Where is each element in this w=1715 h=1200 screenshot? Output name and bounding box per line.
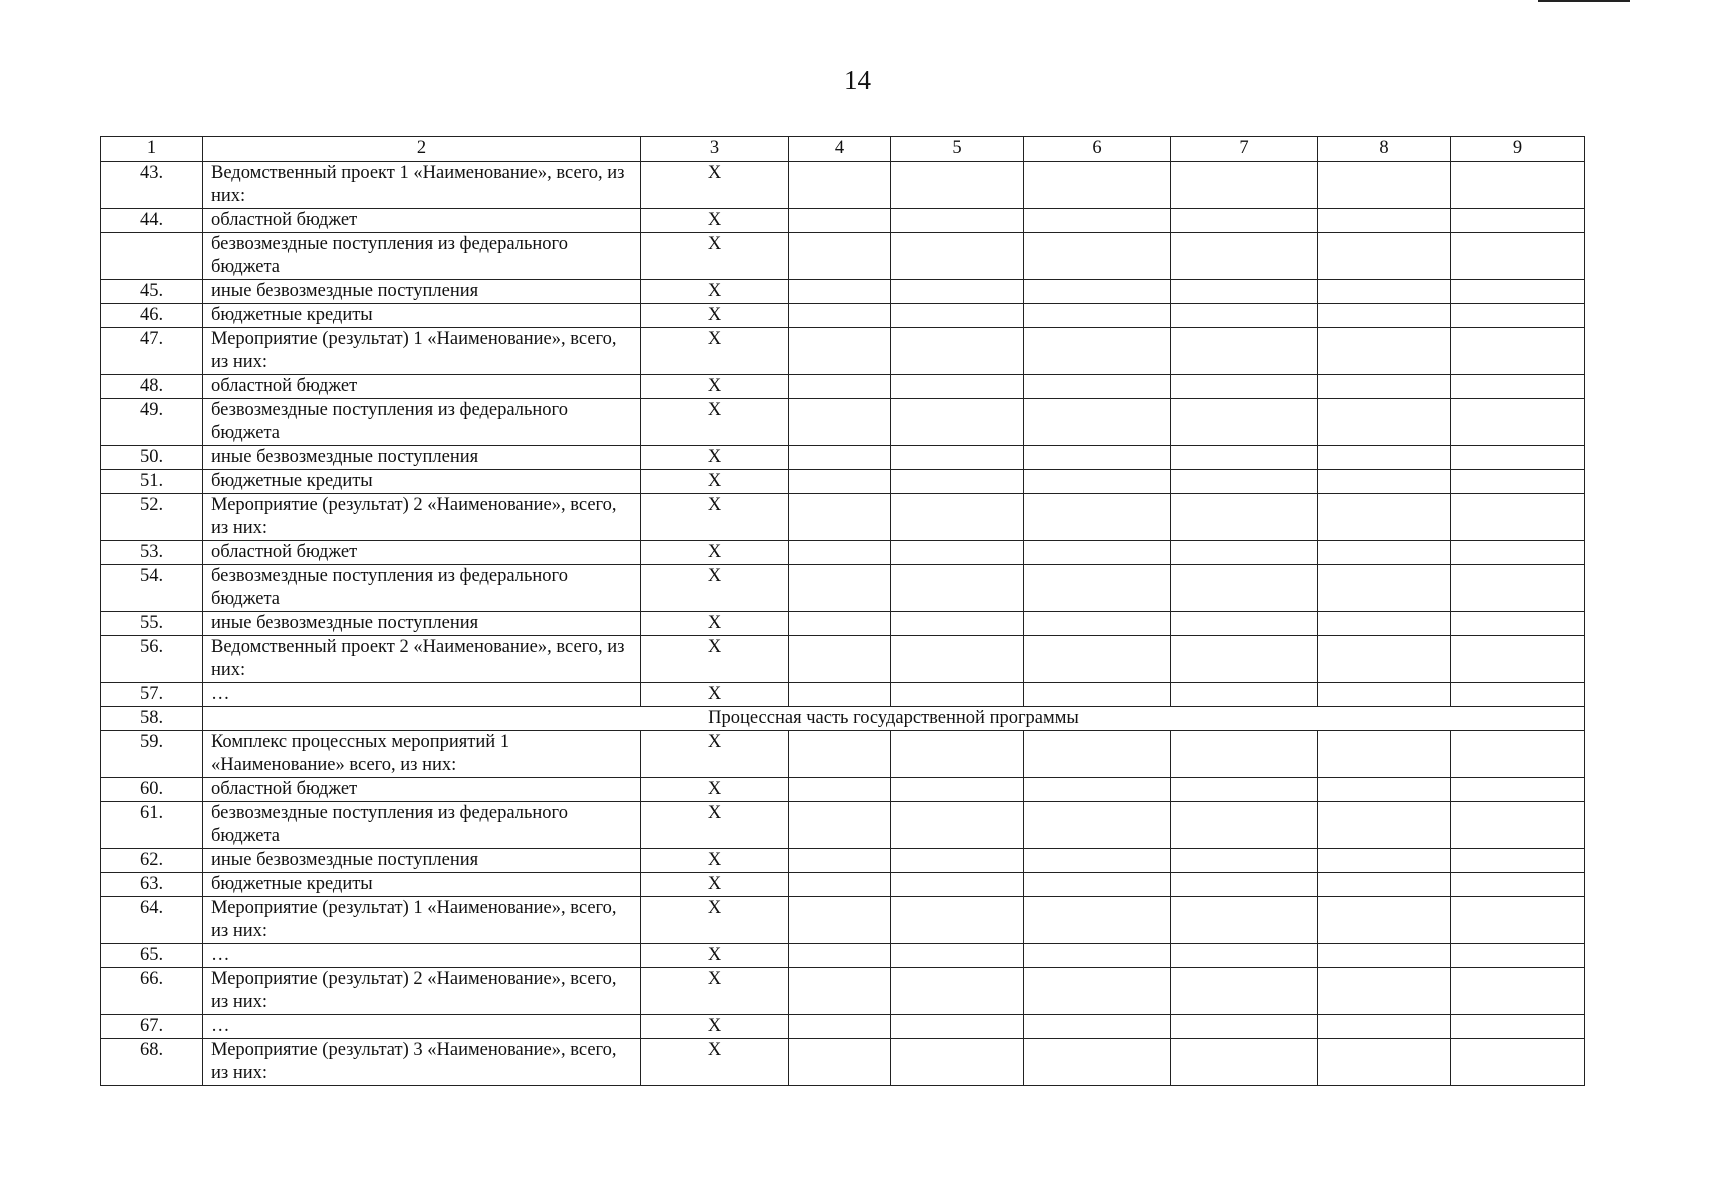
empty-value-cell [1451,304,1585,328]
empty-value-cell [789,541,891,565]
empty-value-cell [1024,683,1171,707]
empty-value-cell [789,470,891,494]
empty-value-cell [891,897,1024,944]
empty-value-cell [1024,162,1171,209]
empty-value-cell [891,541,1024,565]
row-number-cell: 56. [101,636,203,683]
empty-value-cell [789,280,891,304]
empty-value-cell [789,209,891,233]
column-header: 1 [101,137,203,162]
table-row [101,494,1585,541]
empty-value-cell [789,944,891,968]
row-name-cell: Мероприятие (результат) 1 «Наименование», всего, из них: [203,328,641,375]
empty-value-cell [789,731,891,778]
empty-value-cell [891,968,1024,1015]
empty-value-cell [1024,731,1171,778]
empty-value-cell [1318,778,1451,802]
row-name-cell: бюджетные кредиты [203,873,641,897]
empty-value-cell [1318,494,1451,541]
row-number-cell: 66. [101,968,203,1015]
row-name-cell: Ведомственный проект 2 «Наименование», всего, из них: [203,636,641,683]
row-number-cell: 46. [101,304,203,328]
row-number-cell: 67. [101,1015,203,1039]
column-3-cell: Х [641,968,789,1015]
column-header: 5 [891,137,1024,162]
table-row [101,209,1585,233]
empty-value-cell [1171,1015,1318,1039]
row-name-cell: областной бюджет [203,541,641,565]
column-header: 9 [1451,137,1585,162]
column-header: 6 [1024,137,1171,162]
empty-value-cell [891,944,1024,968]
empty-value-cell [1024,304,1171,328]
table-row [101,328,1585,375]
row-name-cell: областной бюджет [203,209,641,233]
row-name-cell: Ведомственный проект 1 «Наименование», всего, из них: [203,162,641,209]
empty-value-cell [1171,802,1318,849]
empty-value-cell [1171,565,1318,612]
empty-value-cell [1318,1039,1451,1086]
empty-value-cell [1024,399,1171,446]
row-name-cell: Мероприятие (результат) 1 «Наименование», всего, из них: [203,897,641,944]
empty-value-cell [1451,494,1585,541]
row-number-cell: 50. [101,446,203,470]
table-row [101,636,1585,683]
table-row [101,683,1585,707]
empty-value-cell [789,802,891,849]
empty-value-cell [1024,778,1171,802]
table-header-row [101,137,1585,162]
empty-value-cell [1024,280,1171,304]
empty-value-cell [1318,565,1451,612]
column-header: 3 [641,137,789,162]
table-row [101,446,1585,470]
empty-value-cell [789,1039,891,1086]
empty-value-cell [1451,565,1585,612]
empty-value-cell [1451,849,1585,873]
empty-value-cell [789,873,891,897]
empty-value-cell [891,209,1024,233]
empty-value-cell [1024,1015,1171,1039]
row-name-cell: безвозмездные поступления из федерального бюджета [203,802,641,849]
section-row [101,707,1585,731]
column-3-cell: Х [641,873,789,897]
empty-value-cell [1318,968,1451,1015]
empty-value-cell [891,683,1024,707]
empty-value-cell [891,802,1024,849]
row-number-cell: 44. [101,209,203,233]
empty-value-cell [1318,470,1451,494]
row-name-cell: Комплекс процессных мероприятий 1 «Наименование» всего, из них: [203,731,641,778]
row-name-cell: иные безвозмездные поступления [203,612,641,636]
empty-value-cell [789,565,891,612]
column-3-cell: Х [641,280,789,304]
empty-value-cell [1171,304,1318,328]
empty-value-cell [1171,849,1318,873]
empty-value-cell [1451,1039,1585,1086]
empty-value-cell [1171,897,1318,944]
column-3-cell: Х [641,565,789,612]
empty-value-cell [1318,849,1451,873]
page-number: 14 [844,65,871,95]
table-row [101,968,1585,1015]
row-name-cell: Мероприятие (результат) 2 «Наименование», всего, из них: [203,494,641,541]
empty-value-cell [1451,399,1585,446]
empty-value-cell [1171,873,1318,897]
empty-value-cell [891,731,1024,778]
empty-value-cell [1171,399,1318,446]
row-number-cell: 55. [101,612,203,636]
table-row [101,162,1585,209]
empty-value-cell [1171,470,1318,494]
empty-value-cell [1451,446,1585,470]
row-number-cell: 68. [101,1039,203,1086]
column-3-cell: Х [641,849,789,873]
row-number-cell: 43. [101,162,203,209]
table-row [101,731,1585,778]
table-row [101,778,1585,802]
empty-value-cell [1171,328,1318,375]
row-number-cell: 62. [101,849,203,873]
empty-value-cell [1171,944,1318,968]
column-3-cell: Х [641,233,789,280]
empty-value-cell [891,162,1024,209]
empty-value-cell [1024,446,1171,470]
column-3-cell: Х [641,162,789,209]
table-row [101,849,1585,873]
row-number-cell: 59. [101,731,203,778]
row-number-cell: 61. [101,802,203,849]
row-name-cell: иные безвозмездные поступления [203,849,641,873]
column-header: 2 [203,137,641,162]
row-number-cell [101,233,203,280]
empty-value-cell [1024,328,1171,375]
row-number-cell: 47. [101,328,203,375]
empty-value-cell [789,683,891,707]
column-3-cell: Х [641,1015,789,1039]
row-name-cell: бюджетные кредиты [203,304,641,328]
column-3-cell: Х [641,731,789,778]
column-3-cell: Х [641,802,789,849]
empty-value-cell [1024,565,1171,612]
empty-value-cell [1451,636,1585,683]
row-name-cell: безвозмездные поступления из федерального бюджета [203,233,641,280]
empty-value-cell [1318,683,1451,707]
row-number-cell: 45. [101,280,203,304]
empty-value-cell [1451,280,1585,304]
table-row [101,233,1585,280]
empty-value-cell [789,233,891,280]
table-row [101,399,1585,446]
empty-value-cell [891,873,1024,897]
column-header: 7 [1171,137,1318,162]
empty-value-cell [1024,968,1171,1015]
empty-value-cell [891,565,1024,612]
table-row [101,944,1585,968]
empty-value-cell [1318,399,1451,446]
empty-value-cell [1451,209,1585,233]
empty-value-cell [891,328,1024,375]
empty-value-cell [1318,162,1451,209]
empty-value-cell [1318,375,1451,399]
row-number-cell: 51. [101,470,203,494]
empty-value-cell [891,849,1024,873]
empty-value-cell [1451,162,1585,209]
table-row [101,541,1585,565]
column-3-cell: Х [641,470,789,494]
empty-value-cell [1024,897,1171,944]
row-name-cell: … [203,683,641,707]
empty-value-cell [1024,612,1171,636]
column-3-cell: Х [641,446,789,470]
empty-value-cell [1024,873,1171,897]
empty-value-cell [1451,612,1585,636]
row-name-cell: … [203,944,641,968]
table-row [101,375,1585,399]
empty-value-cell [891,470,1024,494]
empty-value-cell [1451,1015,1585,1039]
empty-value-cell [789,399,891,446]
column-3-cell: Х [641,897,789,944]
empty-value-cell [891,636,1024,683]
row-number-cell: 58. [101,707,203,731]
column-3-cell: Х [641,1039,789,1086]
empty-value-cell [891,446,1024,470]
empty-value-cell [1318,233,1451,280]
empty-value-cell [789,375,891,399]
column-3-cell: Х [641,494,789,541]
empty-value-cell [1171,541,1318,565]
row-name-cell: иные безвозмездные поступления [203,280,641,304]
row-number-cell: 54. [101,565,203,612]
table-row [101,1039,1585,1086]
empty-value-cell [1171,209,1318,233]
empty-value-cell [789,494,891,541]
empty-value-cell [789,849,891,873]
section-heading-cell: Процессная часть государственной программы [203,707,1585,731]
table-row [101,612,1585,636]
empty-value-cell [1171,494,1318,541]
empty-value-cell [891,280,1024,304]
empty-value-cell [1318,1015,1451,1039]
empty-value-cell [1024,636,1171,683]
row-name-cell: иные безвозмездные поступления [203,446,641,470]
table-row [101,280,1585,304]
empty-value-cell [1024,209,1171,233]
empty-value-cell [1318,280,1451,304]
empty-value-cell [1451,731,1585,778]
column-3-cell: Х [641,304,789,328]
row-name-cell: безвозмездные поступления из федерального бюджета [203,565,641,612]
empty-value-cell [891,399,1024,446]
empty-value-cell [1171,968,1318,1015]
row-number-cell: 53. [101,541,203,565]
row-number-cell: 57. [101,683,203,707]
row-name-cell: Мероприятие (результат) 2 «Наименование», всего, из них: [203,968,641,1015]
column-3-cell: Х [641,944,789,968]
empty-value-cell [891,612,1024,636]
empty-value-cell [1024,849,1171,873]
empty-value-cell [789,778,891,802]
empty-value-cell [1024,802,1171,849]
empty-value-cell [1024,494,1171,541]
row-number-cell: 52. [101,494,203,541]
empty-value-cell [789,446,891,470]
empty-value-cell [1451,778,1585,802]
column-3-cell: Х [641,636,789,683]
empty-value-cell [1171,1039,1318,1086]
empty-value-cell [1451,541,1585,565]
empty-value-cell [1318,209,1451,233]
row-number-cell: 65. [101,944,203,968]
empty-value-cell [1024,944,1171,968]
row-number-cell: 64. [101,897,203,944]
budget-table [100,136,1585,1086]
empty-value-cell [1451,683,1585,707]
row-number-cell: 60. [101,778,203,802]
empty-value-cell [1318,897,1451,944]
empty-value-cell [1451,233,1585,280]
empty-value-cell [1318,944,1451,968]
empty-value-cell [891,1015,1024,1039]
table-row [101,802,1585,849]
empty-value-cell [1318,731,1451,778]
empty-value-cell [789,636,891,683]
empty-value-cell [1451,328,1585,375]
column-3-cell: Х [641,541,789,565]
row-name-cell: … [203,1015,641,1039]
empty-value-cell [1451,897,1585,944]
empty-value-cell [1318,873,1451,897]
empty-value-cell [1318,636,1451,683]
empty-value-cell [891,375,1024,399]
empty-value-cell [1171,612,1318,636]
empty-value-cell [1024,375,1171,399]
empty-value-cell [1451,375,1585,399]
table-body [101,137,1585,1086]
empty-value-cell [789,328,891,375]
row-number-cell: 63. [101,873,203,897]
empty-value-cell [1451,944,1585,968]
empty-value-cell [1171,683,1318,707]
table-row [101,304,1585,328]
column-header: 8 [1318,137,1451,162]
column-3-cell: Х [641,683,789,707]
empty-value-cell [789,304,891,328]
row-name-cell: безвозмездные поступления из федерального бюджета [203,399,641,446]
row-name-cell: Мероприятие (результат) 3 «Наименование», всего, из них: [203,1039,641,1086]
table-row [101,873,1585,897]
empty-value-cell [1451,968,1585,1015]
corner-mark [1538,0,1630,2]
empty-value-cell [891,304,1024,328]
empty-value-cell [1171,280,1318,304]
column-3-cell: Х [641,778,789,802]
empty-value-cell [1171,162,1318,209]
empty-value-cell [1171,233,1318,280]
row-number-cell: 49. [101,399,203,446]
empty-value-cell [789,1015,891,1039]
empty-value-cell [1171,731,1318,778]
empty-value-cell [1318,802,1451,849]
empty-value-cell [1024,1039,1171,1086]
empty-value-cell [1171,778,1318,802]
empty-value-cell [1318,612,1451,636]
row-name-cell: бюджетные кредиты [203,470,641,494]
empty-value-cell [789,897,891,944]
empty-value-cell [891,778,1024,802]
column-3-cell: Х [641,612,789,636]
column-3-cell: Х [641,375,789,399]
table-row [101,470,1585,494]
empty-value-cell [789,612,891,636]
empty-value-cell [789,162,891,209]
empty-value-cell [1318,446,1451,470]
empty-value-cell [891,1039,1024,1086]
empty-value-cell [1024,470,1171,494]
table-row [101,897,1585,944]
empty-value-cell [1318,328,1451,375]
column-header: 4 [789,137,891,162]
empty-value-cell [1171,636,1318,683]
table-row [101,1015,1585,1039]
empty-value-cell [1451,802,1585,849]
empty-value-cell [1024,233,1171,280]
empty-value-cell [891,233,1024,280]
empty-value-cell [1451,873,1585,897]
row-name-cell: областной бюджет [203,375,641,399]
row-number-cell: 48. [101,375,203,399]
empty-value-cell [891,494,1024,541]
empty-value-cell [1318,304,1451,328]
column-3-cell: Х [641,328,789,375]
empty-value-cell [789,968,891,1015]
column-3-cell: Х [641,399,789,446]
empty-value-cell [1024,541,1171,565]
table-row [101,565,1585,612]
column-3-cell: Х [641,209,789,233]
empty-value-cell [1171,446,1318,470]
empty-value-cell [1318,541,1451,565]
row-name-cell: областной бюджет [203,778,641,802]
empty-value-cell [1171,375,1318,399]
empty-value-cell [1451,470,1585,494]
